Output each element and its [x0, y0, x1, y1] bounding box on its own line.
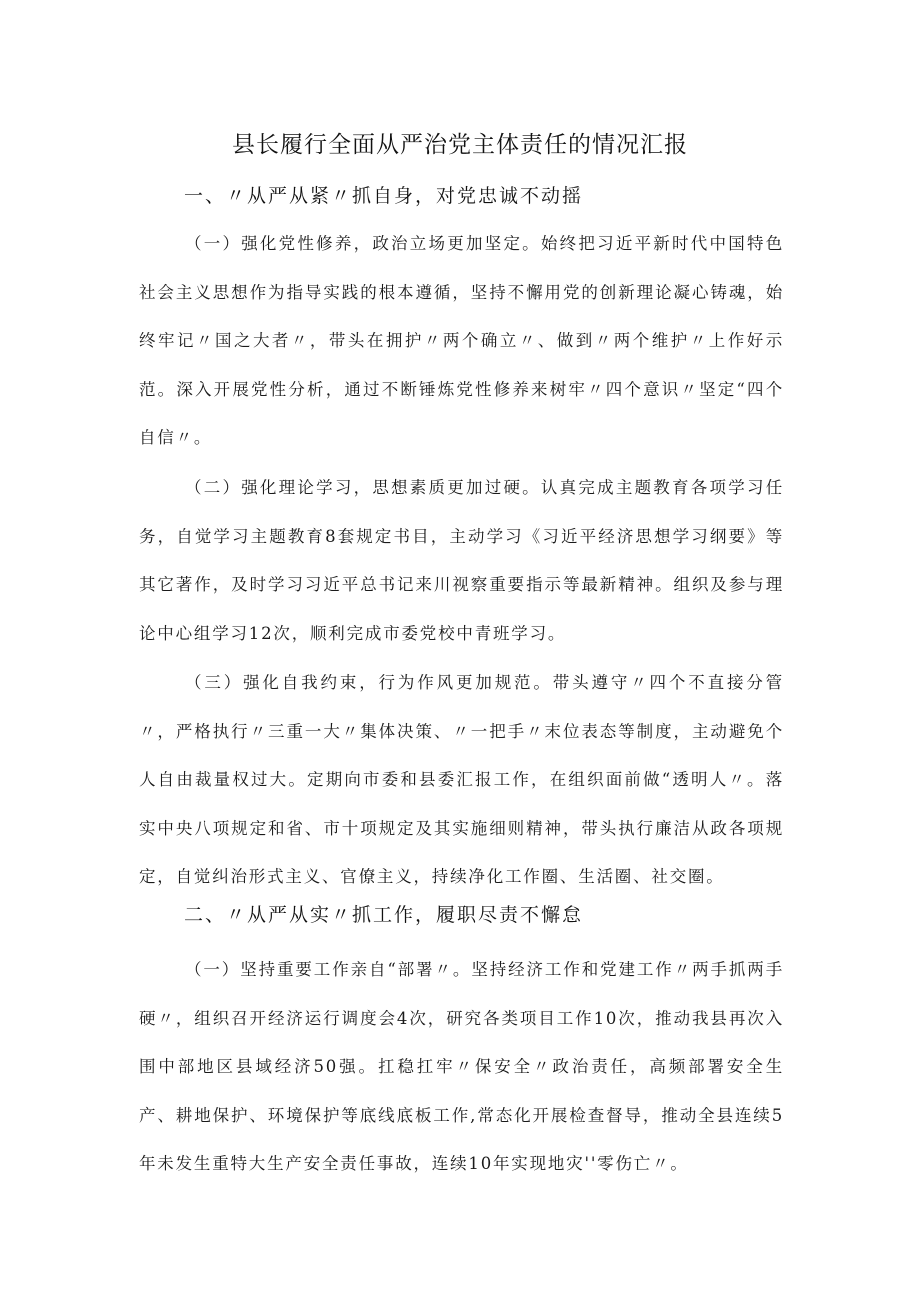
paragraph-2-1: （一）坚持重要工作亲自“部署〃。坚持经济工作和党建工作〃两手抓两手硬〃，组织召开经济运行调度会4次，研究各类项目工作10次，推动我县再次入围中部地区县域经济50强。扛稳扛牢〃保安全〃政治责任，高频部署安全生产、耕地保护、环境保护等底线底板工作,常态化开展检查督导，推动全县连续5年未发生重特大生产安全责任事故，连续10年实现地灾''零伤亡〃。 [139, 960, 784, 1174]
paragraph-1-2: （二）强化理论学习，思想素质更加过硬。认真完成主题教育各项学习任务，自觉学习主题教育8套规定书目，主动学习《习近平经济思想学习纲要》等其它著作，及时学习习近平总书记来川视察重要指示等最新精神。组织及参与理论中心组学习12次，顺利完成市委党校中青班学习。 [139, 478, 784, 643]
paragraph-1-1: （一）强化党性修养，政治立场更加坚定。始终把习近平新时代中国特色社会主义思想作为指导实践的根本遵循，坚持不懈用党的创新理论凝心铸魂，始终牢记〃国之大者〃，带头在拥护〃两个确立〃、做到〃两个维护〃上作好示范。深入开展党性分析，通过不断锤炼党性修养来树牢〃四个意识〃坚定“四个自信〃。 [139, 234, 784, 448]
paragraph-1-3: （三）强化自我约束，行为作风更加规范。带头遵守〃四个不直接分管〃，严格执行〃三重一大〃集体决策、〃一把手〃末位表态等制度，主动避免个人自由裁量权过大。定期向市委和县委汇报工作，在组织面前做“透明人〃。落实中央八项规定和省、市十项规定及其实施细则精神，带头执行廉洁从政各项规定，自觉纠治形式主义、官僚主义，持续净化工作圈、生活圈、社交圈。 [139, 673, 784, 887]
section-heading-1: 一、〃从严从紧〃抓自身，对党忠诚不动摇 [184, 185, 584, 207]
document-title: 县长履行全面从严治党主体责任的情况汇报 [232, 132, 688, 158]
section-heading-2: 二、〃从严从实〃抓工作，履职尽责不懈怠 [184, 904, 584, 926]
